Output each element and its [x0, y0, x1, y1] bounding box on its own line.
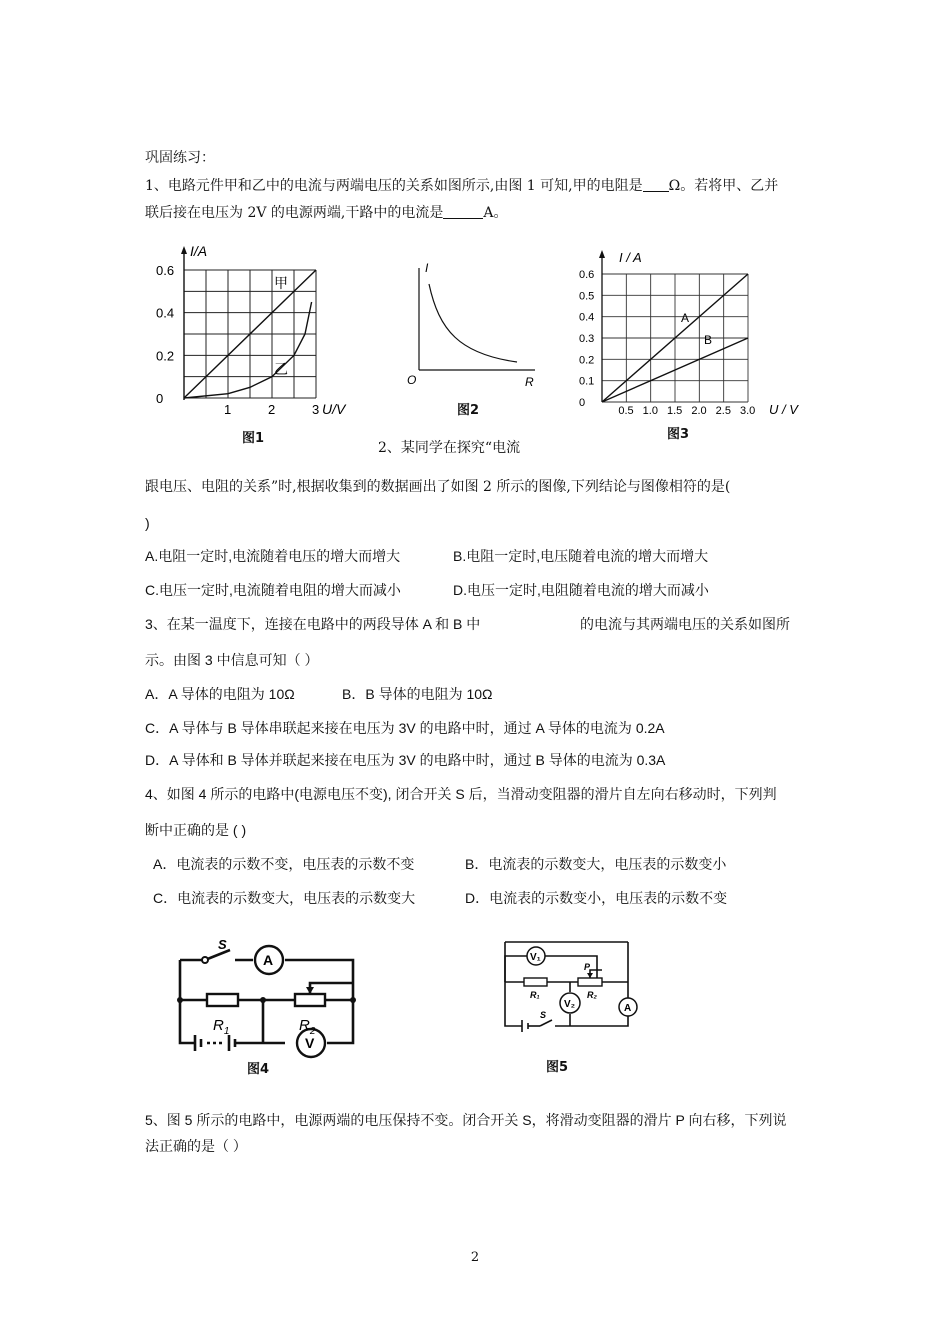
q1-line1	[145, 176, 778, 196]
fig3-caption: 图3	[667, 427, 690, 442]
fig5-v2-label: V₂	[564, 999, 576, 1010]
fig1-x-tick: 1	[224, 402, 232, 417]
q4-option-a: A．电流表的示数不变，电压表的示数不变	[153, 856, 415, 872]
fig2-ylabel: I	[425, 261, 429, 275]
q2-option-c: C.电压一定时,电流随着电阻的增大而减小	[145, 582, 401, 598]
fig1-series-yi	[184, 302, 312, 398]
q1-line2	[145, 203, 508, 223]
figure-5-circuit	[500, 940, 650, 1040]
fig2-origin: O	[407, 373, 417, 387]
fig3-x-tick: 2.5	[715, 405, 731, 417]
fig1-y-tick: 0.2	[156, 348, 175, 364]
q3-option-d: D．A 导体和 B 导体并联起来接在电压为 3V 的电路中时，通过 B 导体的电流为 0.3A	[145, 752, 666, 768]
figure-1-chart	[150, 243, 350, 428]
q2-option-d: D.电压一定时,电阻随着电流的增大而减小	[453, 582, 709, 598]
fig4-r2-label: $R_2$	[299, 1017, 316, 1037]
fig3-x-tick: 1.5	[667, 405, 683, 417]
q1-text-a: 1、电路元件甲和乙中的电流与两端电压的关系如图所示,由图 1 可知,甲的电阻是	[145, 178, 643, 194]
fig5-r2-rheostat	[578, 978, 602, 986]
figure-3-chart	[575, 248, 815, 428]
q4-option-c: C．电流表的示数变大，电压表的示数变大	[153, 890, 416, 906]
fig3-y-tick: 0.4	[579, 311, 595, 324]
q3-option-b: B．B 导体的电阻为 10Ω	[342, 686, 493, 702]
q4-option-b: B．电流表的示数变大，电压表的示数变小	[465, 856, 727, 872]
fig1-x-tick: 2	[268, 402, 276, 417]
fig3-y-tick: 0.2	[579, 354, 595, 367]
q2-option-b: B.电阻一定时,电压随着电流的增大而增大	[453, 548, 709, 564]
q5-line1: 5、图 5 所示的电路中，电源两端的电压保持不变。闭合开关 S，将滑动变阻器的滑片 P 向右移，下列说	[145, 1112, 787, 1128]
fig5-r1-label: R₁	[530, 990, 540, 1000]
q1-blank-resistance	[643, 177, 669, 192]
fig4-r1-label: $R_1$	[213, 1017, 230, 1037]
fig3-y-tick: 0.6	[579, 269, 595, 281]
fig1-xlabel: U/V	[322, 401, 346, 417]
fig3-xlabel: U / V	[769, 402, 798, 417]
fig4-caption: 图4	[247, 1062, 270, 1077]
q2-line2: )	[145, 515, 150, 531]
fig2-caption: 图2	[457, 403, 480, 418]
fig5-slider-label: P	[584, 962, 591, 972]
fig5-r2-label: R₂	[587, 990, 597, 1000]
fig1-x-tick: 3	[312, 402, 320, 417]
q3-line2: 示。由图 3 中信息可知（ ）	[145, 652, 319, 668]
fig4-voltmeter-label: V	[305, 1035, 315, 1051]
figure-2-chart	[405, 260, 545, 390]
q1-blank-current	[443, 204, 483, 219]
fig4-battery	[195, 1035, 235, 1051]
fig3-x-tick: 1.0	[642, 405, 658, 417]
fig1-caption: 图1	[242, 431, 265, 446]
fig2-xlabel: R	[525, 375, 534, 389]
fig1-y-tick: 0	[156, 391, 164, 406]
fig1-y-tick: 0.6	[156, 263, 175, 278]
fig5-caption: 图5	[546, 1060, 569, 1075]
fig3-y-tick: 0.5	[579, 290, 595, 303]
section-heading: 巩固练习：	[145, 150, 215, 166]
fig1-ylabel: I/A	[190, 243, 208, 259]
fig3-series-a-label: A	[681, 311, 690, 325]
q3-line1a: 3、在某一温度下，连接在电路中的两段导体 A 和 B 中	[145, 616, 481, 632]
q2-intro: 2、某同学在探究“电流	[378, 440, 521, 456]
fig3-y-tick: 0	[579, 397, 586, 409]
fig1-series-yi-label: 乙	[274, 361, 288, 377]
fig1-series-jia-label: 甲	[274, 275, 288, 291]
q1-text-c: 联后接在电压为 2V 的电源两端,干路中的电流是	[145, 205, 444, 221]
q4-line1: 4、如图 4 所示的电路中(电源电压不变), 闭合开关 S 后，当滑动变阻器的滑片自左向右移动时，下列判	[145, 786, 777, 802]
fig4-ammeter-label: A	[263, 952, 274, 968]
fig5-r1	[524, 978, 547, 986]
fig3-series-b-label: B	[704, 333, 713, 347]
page-number: 2	[470, 1250, 480, 1265]
q3-option-a: A．A 导体的电阻为 10Ω	[145, 686, 295, 702]
fig3-x-tick: 3.0	[740, 405, 756, 417]
fig4-r2-rheostat	[295, 994, 325, 1006]
figure-4-circuit	[175, 938, 375, 1053]
q3-option-c: C．A 导体与 B 导体串联起来接在电压为 3V 的电路中时，通过 A 导体的电流为 0.2A	[145, 720, 665, 736]
fig5-v1-label: V₁	[530, 952, 541, 963]
q4-option-d: D．电流表的示数变小，电压表的示数不变	[465, 890, 728, 906]
q2-option-a: A.电阻一定时,电流随着电压的增大而增大	[145, 548, 401, 564]
q5-line2: 法正确的是（ ）	[145, 1138, 247, 1154]
fig4-r1-resistor	[207, 994, 238, 1006]
fig5-ammeter-label: A	[624, 1003, 632, 1014]
fig3-x-tick: 0.5	[618, 405, 634, 417]
fig2-curve	[429, 284, 517, 362]
fig3-ylabel: I / A	[619, 250, 642, 265]
fig1-y-tick: 0.4	[156, 305, 175, 321]
q3-line1b: 的电流与其两端电压的关系如图所	[580, 616, 790, 632]
fig3-y-tick: 0.3	[579, 333, 595, 345]
q4-line2: 断中正确的是 ( )	[145, 822, 247, 838]
q2-line1: 跟电压、电阻的关系”时,根据收集到的数据画出了如图 2 所示的图像,下列结论与图像相符的是(	[145, 479, 731, 495]
fig4-switch-label: S	[218, 937, 227, 952]
fig3-y-tick: 0.1	[579, 375, 595, 388]
q1-text-b: Ω。若将甲、乙并	[668, 178, 779, 194]
fig5-switch-label: S	[540, 1010, 547, 1020]
q1-text-d: A。	[483, 205, 508, 221]
fig5-battery	[522, 1020, 528, 1032]
fig3-x-tick: 2.0	[691, 405, 707, 417]
